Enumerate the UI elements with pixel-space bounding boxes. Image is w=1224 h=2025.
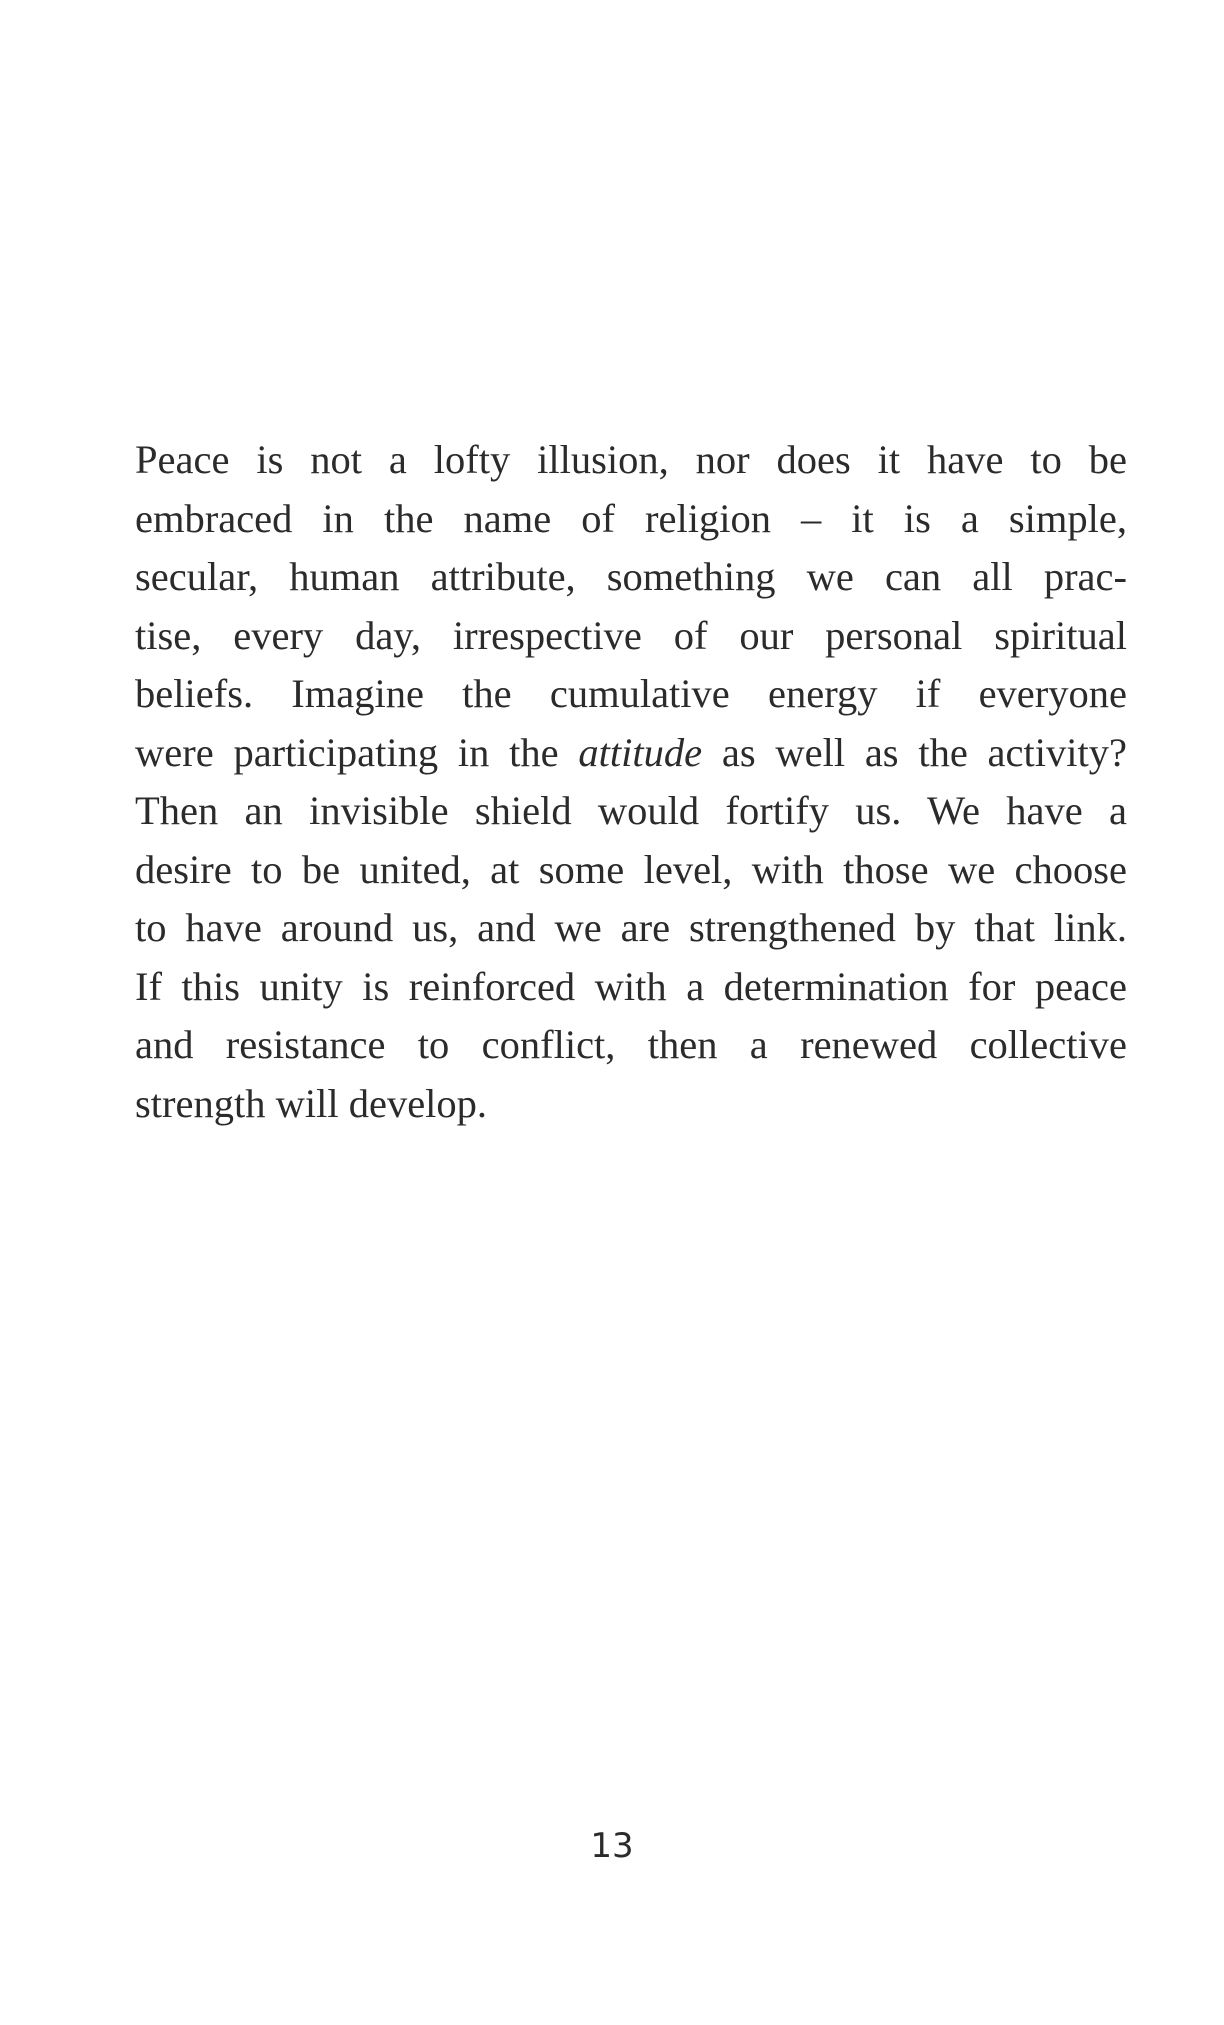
text-line: If this unity is reinforced with a determination for peace	[135, 963, 1127, 1009]
text-line: embraced in the name of religion – it is a simple,	[135, 495, 1127, 541]
text-line: desire to be united, at some level, with those we choose	[135, 846, 1127, 892]
text-line: strength will develop.	[135, 1080, 488, 1126]
text-segment: as well as the activity?	[702, 729, 1127, 775]
text-line: to have around us, and we are strengthened by that link.	[135, 905, 1127, 950]
text-line-with-emphasis	[135, 724, 1127, 783]
body-paragraph	[135, 431, 1127, 1133]
text-line: Peace is not a lofty illusion, nor does it have to be	[135, 437, 1127, 482]
text-line: Then an invisible shield would fortify us. We have a	[135, 788, 1127, 833]
text-line: and resistance to conflict, then a renewed collective	[135, 1022, 1127, 1067]
text-line: secular, human attribute, something we can all prac-	[135, 554, 1127, 599]
page-number: 13	[590, 1826, 634, 1866]
emphasized-word: attitude	[578, 729, 703, 775]
text-line: beliefs. Imagine the cumulative energy if everyone	[135, 671, 1127, 716]
text-segment: were participating in the	[135, 729, 579, 775]
text-line: tise, every day, irrespective of our personal spiritual	[135, 612, 1127, 658]
